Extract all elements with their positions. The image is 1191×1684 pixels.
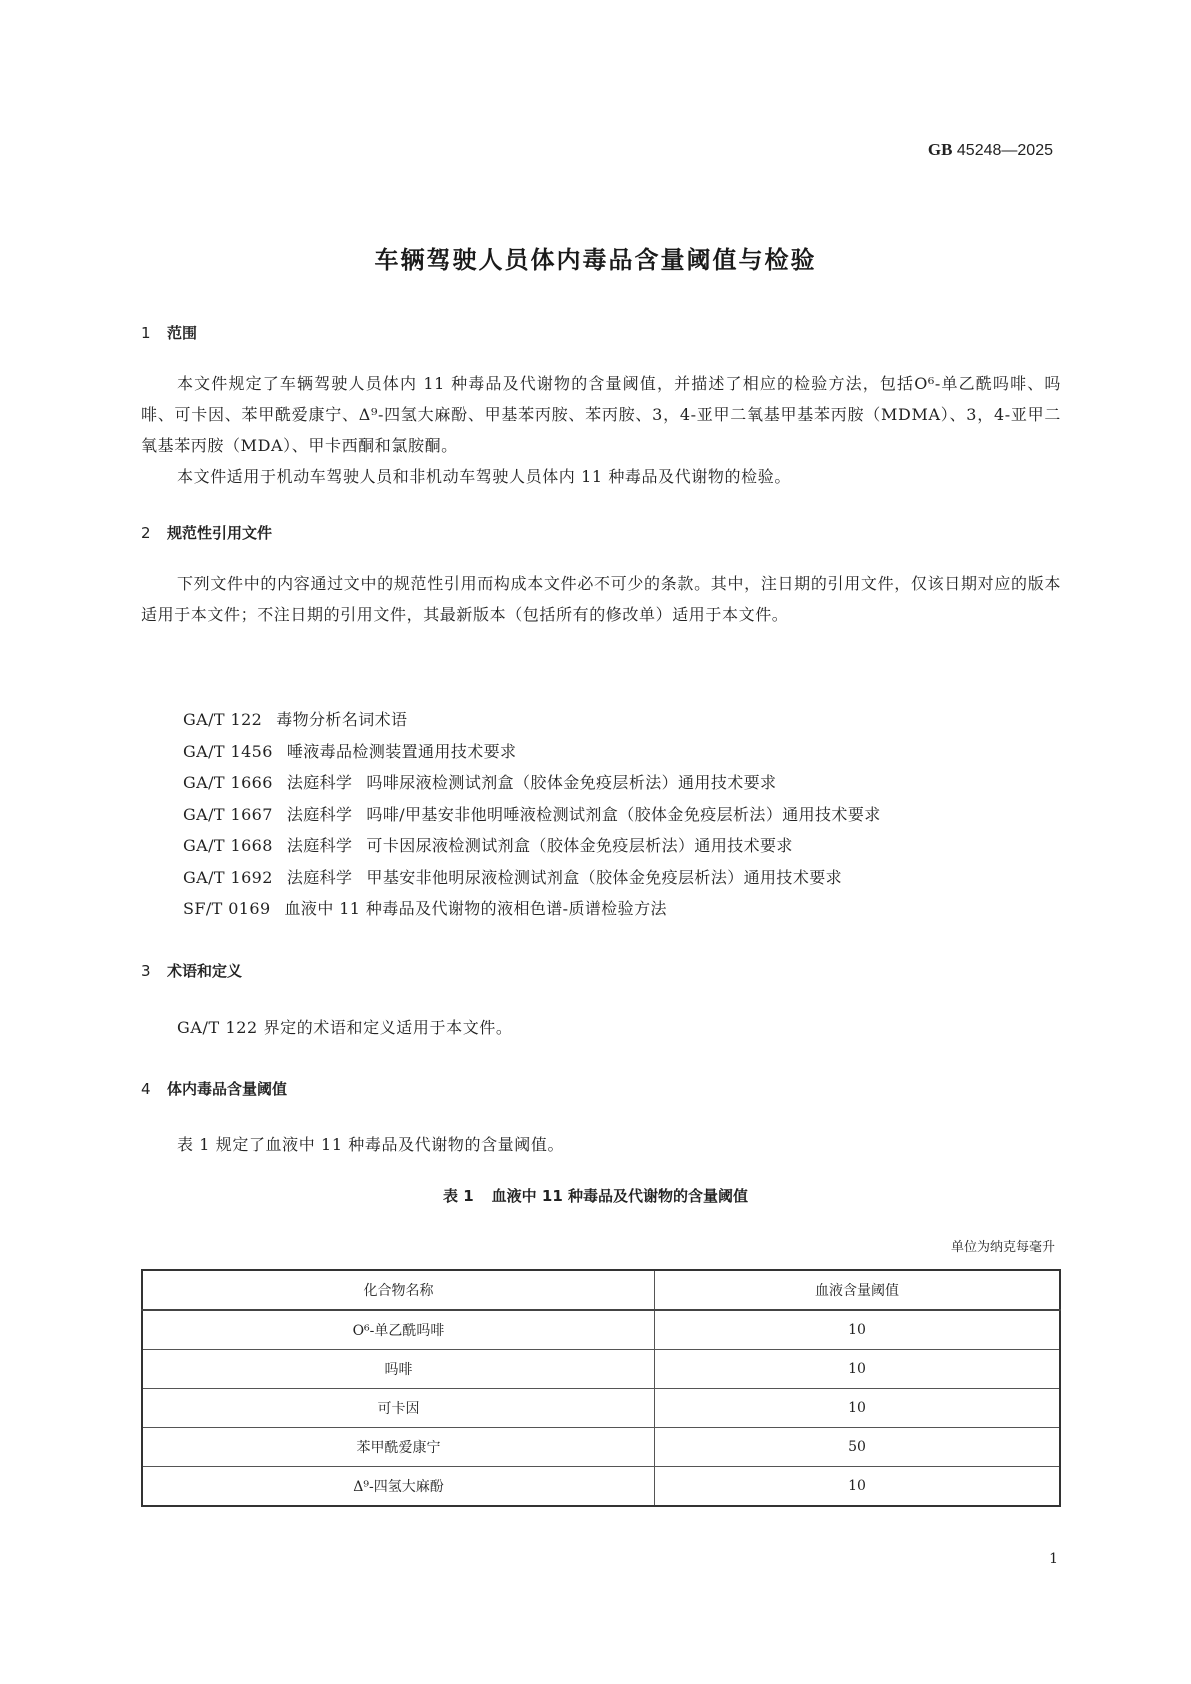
table-caption: [0, 1185, 1191, 1206]
section-1-heading: [141, 322, 197, 343]
reference-item: [183, 704, 881, 736]
reference-code: GA/T 1456: [183, 741, 273, 761]
compound-cell: 吗啡: [142, 1350, 655, 1389]
section-title: 体内毒品含量阈值: [167, 1080, 288, 1098]
section-title: 术语和定义: [167, 962, 243, 980]
document-title: 车辆驾驶人员体内毒品含量阈值与检验: [374, 246, 817, 274]
table-row: [142, 1428, 1060, 1467]
normative-references-paragraph: 下列文件中的内容通过文中的规范性引用而构成本文件必不可少的条款。其中，注日期的引用文件，仅该日期对应的版本适用于本文件；不注日期的引用文件，其最新版本（包括所有的修改单）适用于本文件。: [141, 574, 1061, 624]
reference-title: 唾液毒品检测装置通用技术要求: [286, 741, 517, 761]
threshold-cell: 10: [655, 1350, 1061, 1389]
page-number: 1: [1049, 1551, 1058, 1567]
reference-item: [183, 830, 881, 862]
thresholds-paragraph: 表 1 规定了血液中 11 种毒品及代谢物的含量阈值。: [177, 1135, 565, 1154]
scope-paragraph-1: 本文件规定了车辆驾驶人员体内 11 种毒品及代谢物的含量阈值，并描述了相应的检验方法，包括O⁶-单乙酰吗啡、吗啡、可卡因、苯甲酰爱康宁、Δ⁹-四氢大麻酚、甲基苯丙胺、苯丙胺、3，4-亚甲二氧基甲基苯丙胺（MDMA）、3，4-亚甲二氧基苯丙胺（MDA）、甲卡西酮和氯胺酮。: [141, 374, 1061, 455]
thresholds-table: [141, 1269, 1061, 1507]
standard-id: 45248—2025: [956, 142, 1053, 159]
table-row: [142, 1389, 1060, 1428]
reference-title: 吗啡/甲基安非他明唾液检测试剂盒（胶体金免疫层析法）通用技术要求: [366, 804, 881, 824]
section-number: 1: [141, 324, 151, 342]
reference-field: 法庭科学: [286, 773, 353, 792]
reference-title: 可卡因尿液检测试剂盒（胶体金免疫层析法）通用技术要求: [366, 836, 793, 855]
section-number: 2: [141, 524, 151, 542]
terms-paragraph: GA/T 122 界定的术语和定义适用于本文件。: [177, 1018, 513, 1037]
reference-item: [183, 893, 881, 925]
compound-cell: 可卡因: [142, 1389, 655, 1428]
table-label: 表 1: [443, 1187, 474, 1205]
reference-title: 甲基安非他明尿液检测试剂盒（胶体金免疫层析法）通用技术要求: [366, 867, 843, 887]
section-number: 3: [141, 962, 151, 980]
section-3-heading: [141, 960, 242, 981]
table-header-row: [142, 1270, 1060, 1310]
reference-code: GA/T 1692: [183, 867, 273, 887]
compound-cell: O⁶-单乙酰吗啡: [142, 1310, 655, 1350]
table-row: [142, 1350, 1060, 1389]
reference-code: SF/T 0169: [183, 899, 271, 918]
reference-item: [183, 862, 881, 894]
table-caption-text: 血液中 11 种毒品及代谢物的含量阈值: [491, 1187, 748, 1205]
compound-cell: 苯甲酰爱康宁: [142, 1428, 655, 1467]
reference-code: GA/T 122: [183, 710, 263, 729]
reference-field: 法庭科学: [286, 867, 353, 887]
section-number: 4: [141, 1080, 151, 1098]
reference-title: 吗啡尿液检测试剂盒（胶体金免疫层析法）通用技术要求: [366, 773, 777, 792]
compound-cell: Δ⁹-四氢大麻酚: [142, 1467, 655, 1507]
reference-list: [183, 704, 881, 925]
column-header-threshold: 血液含量阈值: [655, 1270, 1061, 1310]
reference-item: [183, 799, 881, 831]
column-header-compound: 化合物名称: [142, 1270, 655, 1310]
section-title: 规范性引用文件: [167, 524, 273, 542]
reference-code: GA/T 1667: [183, 804, 273, 824]
section-2-heading: [141, 522, 272, 543]
scope-paragraph-2: 本文件适用于机动车驾驶人员和非机动车驾驶人员体内 11 种毒品及代谢物的检验。: [177, 467, 791, 486]
threshold-cell: 10: [655, 1389, 1061, 1428]
standard-number: [928, 140, 1053, 160]
threshold-cell: 10: [655, 1310, 1061, 1350]
reference-code: GA/T 1666: [183, 773, 273, 792]
reference-code: GA/T 1668: [183, 836, 273, 855]
standard-prefix: GB: [927, 140, 953, 159]
threshold-cell: 50: [655, 1428, 1061, 1467]
reference-title: 毒物分析名词术语: [276, 710, 408, 729]
reference-item: [183, 736, 881, 768]
table-row: [142, 1310, 1060, 1350]
reference-item: [183, 767, 881, 799]
threshold-cell: 10: [655, 1467, 1061, 1507]
table-row: [142, 1467, 1060, 1507]
section-4-heading: [141, 1078, 287, 1099]
reference-title: 血液中 11 种毒品及代谢物的液相色谱-质谱检验方法: [284, 899, 667, 918]
table-unit: 单位为纳克每毫升: [950, 1240, 1055, 1255]
reference-field: 法庭科学: [286, 836, 353, 855]
reference-field: 法庭科学: [286, 804, 353, 824]
section-title: 范围: [167, 324, 198, 342]
